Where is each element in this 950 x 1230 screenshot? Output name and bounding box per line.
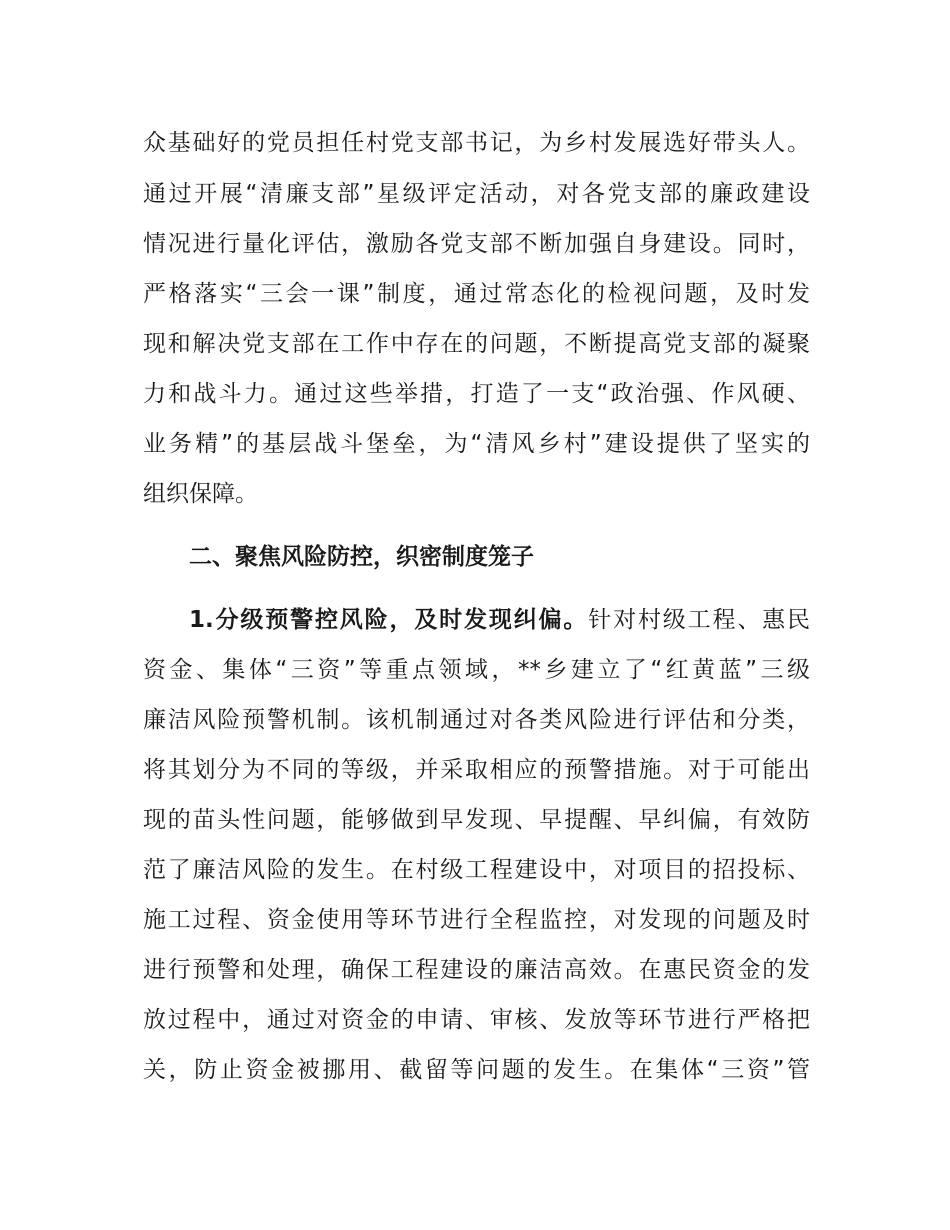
paragraph-2-line-10: 关，防止资金被挪用、截留等问题的发生。在集体“三资”管 [143, 1057, 810, 1083]
paragraph-1-line-8: 组织保障。 [143, 481, 258, 507]
paragraph-2-line-4: 将其划分为不同的等级，并采取相应的预警措施。对于可能出 [143, 757, 810, 783]
paragraph-2-line-3: 廉洁风险预警机制。该机制通过对各类风险进行评估和分类， [143, 707, 810, 733]
paragraph-2-line-1 [189, 605, 810, 635]
paragraph-1-line-5: 现和解决党支部在工作中存在的问题，不断提高党支部的凝聚 [143, 331, 810, 357]
section-heading: 二、聚焦风险防控，织密制度笼子 [189, 544, 534, 570]
paragraph-2-line-7: 施工过程、资金使用等环节进行全程监控，对发现的问题及时 [143, 907, 810, 933]
paragraph-2-line-2: 资金、集体“三资”等重点领域，**乡建立了“红黄蓝”三级 [143, 657, 810, 683]
paragraph-2-line-1-rest: 针对村级工程、惠民 [588, 607, 810, 633]
paragraph-2-line-8: 进行预警和处理，确保工程建设的廉洁高效。在惠民资金的发 [143, 957, 810, 983]
paragraph-2-line-9: 放过程中，通过对资金的申请、审核、发放等环节进行严格把 [143, 1007, 810, 1033]
paragraph-1-line-3: 情况进行量化评估，激励各党支部不断加强自身建设。同时， [143, 231, 810, 257]
paragraph-1-line-7: 业务精”的基层战斗堡垒，为“清风乡村”建设提供了坚实的 [143, 431, 810, 457]
paragraph-2-line-5: 现的苗头性问题，能够做到早发现、早提醒、早纠偏，有效防 [143, 807, 810, 833]
paragraph-1-line-6: 力和战斗力。通过这些举措，打造了一支“政治强、作风硬、 [143, 381, 810, 407]
paragraph-1-line-1: 众基础好的党员担任村党支部书记，为乡村发展选好带头人。 [143, 130, 810, 156]
paragraph-1-line-2: 通过开展“清廉支部”星级评定活动，对各党支部的廉政建设 [143, 181, 810, 207]
paragraph-2-line-6: 范了廉洁风险的发生。在村级工程建设中，对项目的招投标、 [143, 857, 810, 883]
paragraph-2-lead-title: 1.分级预警控风险，及时发现纠偏。 [189, 607, 589, 633]
paragraph-1-line-4: 严格落实“三会一课”制度，通过常态化的检视问题，及时发 [143, 281, 810, 307]
